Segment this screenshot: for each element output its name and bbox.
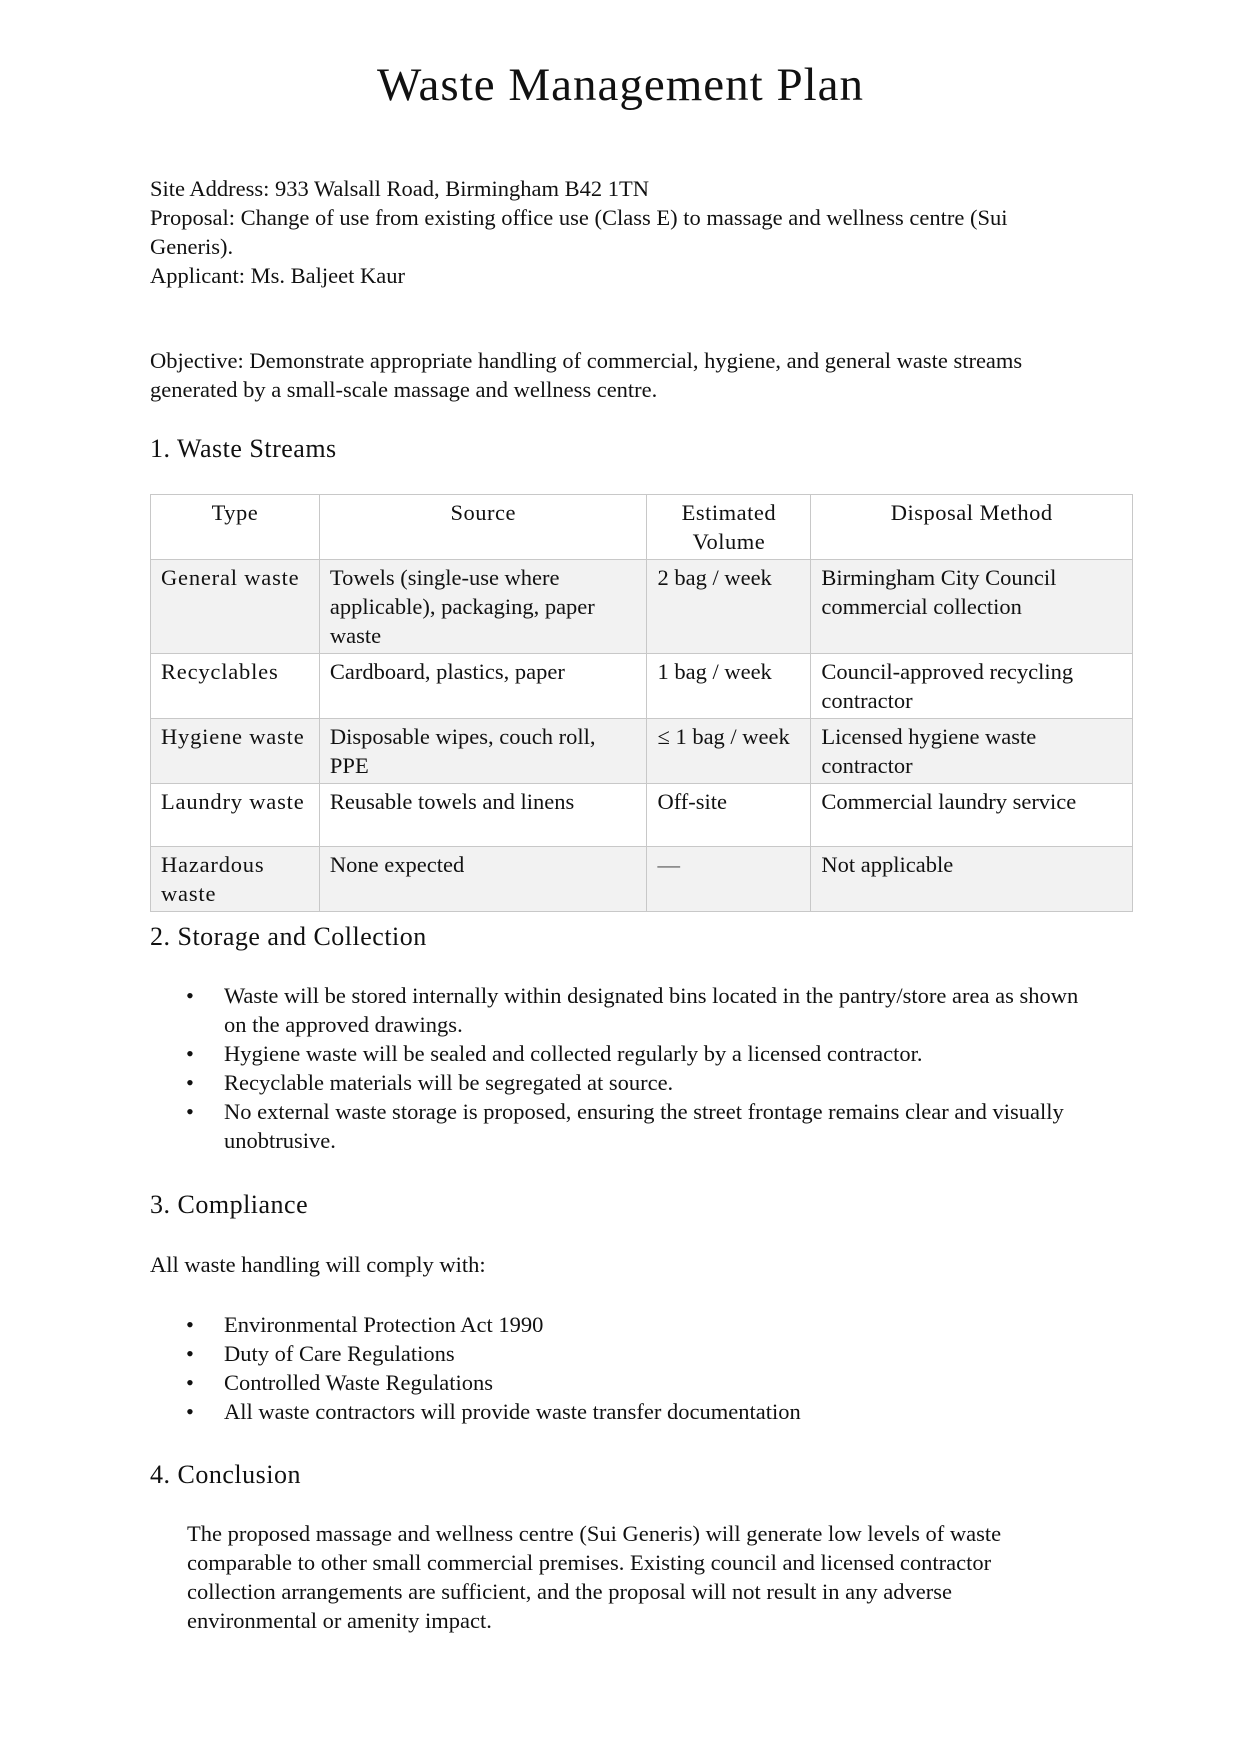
table-row: [151, 560, 1133, 654]
compliance-intro: All waste handling will comply with:: [150, 1252, 486, 1277]
objective: Objective: Demonstrate appropriate handling of commercial, hygiene, and general waste streams generated by a small-scale massage and wellness centre.: [150, 348, 1023, 402]
compliance-list: [150, 1310, 1110, 1426]
list-item: • Hygiene waste will be sealed and collected regularly by a licensed contractor.: [150, 1039, 1110, 1068]
cell-volume: 2 bag / week: [647, 560, 811, 654]
column-header: Type: [151, 495, 320, 560]
column-header: Source: [319, 495, 647, 560]
section-heading-storage: 2. Storage and Collection: [150, 922, 427, 951]
cell-type: Hazardous waste: [151, 847, 320, 912]
cell-volume: 1 bag / week: [647, 654, 811, 719]
waste-streams-table: [150, 494, 1133, 912]
cell-type: Hygiene waste: [151, 719, 320, 784]
storage-list: [150, 981, 1110, 1155]
cell-source: Disposable wipes, couch roll, PPE: [319, 719, 647, 784]
list-item: • Duty of Care Regulations: [150, 1339, 1110, 1368]
list-item: • Environmental Protection Act 1990: [150, 1310, 1110, 1339]
applicant: Applicant: Ms. Baljeet Kaur: [150, 263, 405, 288]
cell-source: Cardboard, plastics, paper: [319, 654, 647, 719]
cell-volume: —: [647, 847, 811, 912]
list-item: • Waste will be stored internally within designated bins located in the pantry/store area as shown on the approved drawings.: [150, 981, 1110, 1039]
list-item: • No external waste storage is proposed, ensuring the street frontage remains clear and visually unobtrusive.: [150, 1097, 1110, 1155]
cell-volume: Off-site: [647, 784, 811, 847]
cell-disposal: Birmingham City Council commercial collection: [811, 560, 1133, 654]
site-address: Site Address: 933 Walsall Road, Birmingham B42 1TN: [150, 176, 649, 201]
list-item: • Controlled Waste Regulations: [150, 1368, 1110, 1397]
proposal: Proposal: Change of use from existing office use (Class E) to massage and wellness centre (Sui Generis).: [150, 205, 1008, 259]
section-heading-conclusion: 4. Conclusion: [150, 1460, 301, 1489]
table-row: [151, 654, 1133, 719]
cell-type: Laundry waste: [151, 784, 320, 847]
conclusion-text: The proposed massage and wellness centre (Sui Generis) will generate low levels of waste comparable to other small commercial premises. Existing council and licensed contractor collection arrangements are sufficient, and the proposal will not result in any adverse environmental or amenity impact.: [187, 1521, 1002, 1633]
column-header: Disposal Method: [811, 495, 1133, 560]
column-header: Estimated Volume: [647, 495, 811, 560]
table-header-row: [151, 495, 1133, 560]
cell-disposal: Licensed hygiene waste contractor: [811, 719, 1133, 784]
cell-disposal: Not applicable: [811, 847, 1133, 912]
table-row: [151, 847, 1133, 912]
section-heading-waste-streams: 1. Waste Streams: [150, 434, 337, 463]
table-row: [151, 784, 1133, 847]
document-title: Waste Management Plan: [376, 59, 865, 111]
cell-volume: ≤ 1 bag / week: [647, 719, 811, 784]
list-item: • Recyclable materials will be segregated at source.: [150, 1068, 1110, 1097]
table-row: [151, 719, 1133, 784]
cell-source: Towels (single-use where applicable), packaging, paper waste: [319, 560, 647, 654]
section-heading-compliance: 3. Compliance: [150, 1190, 309, 1219]
cell-disposal: Council-approved recycling contractor: [811, 654, 1133, 719]
cell-type: General waste: [151, 560, 320, 654]
cell-source: Reusable towels and linens: [319, 784, 647, 847]
list-item: • All waste contractors will provide waste transfer documentation: [150, 1397, 1110, 1426]
cell-source: None expected: [319, 847, 647, 912]
cell-type: Recyclables: [151, 654, 320, 719]
cell-disposal: Commercial laundry service: [811, 784, 1133, 847]
site-details: [150, 174, 1110, 290]
